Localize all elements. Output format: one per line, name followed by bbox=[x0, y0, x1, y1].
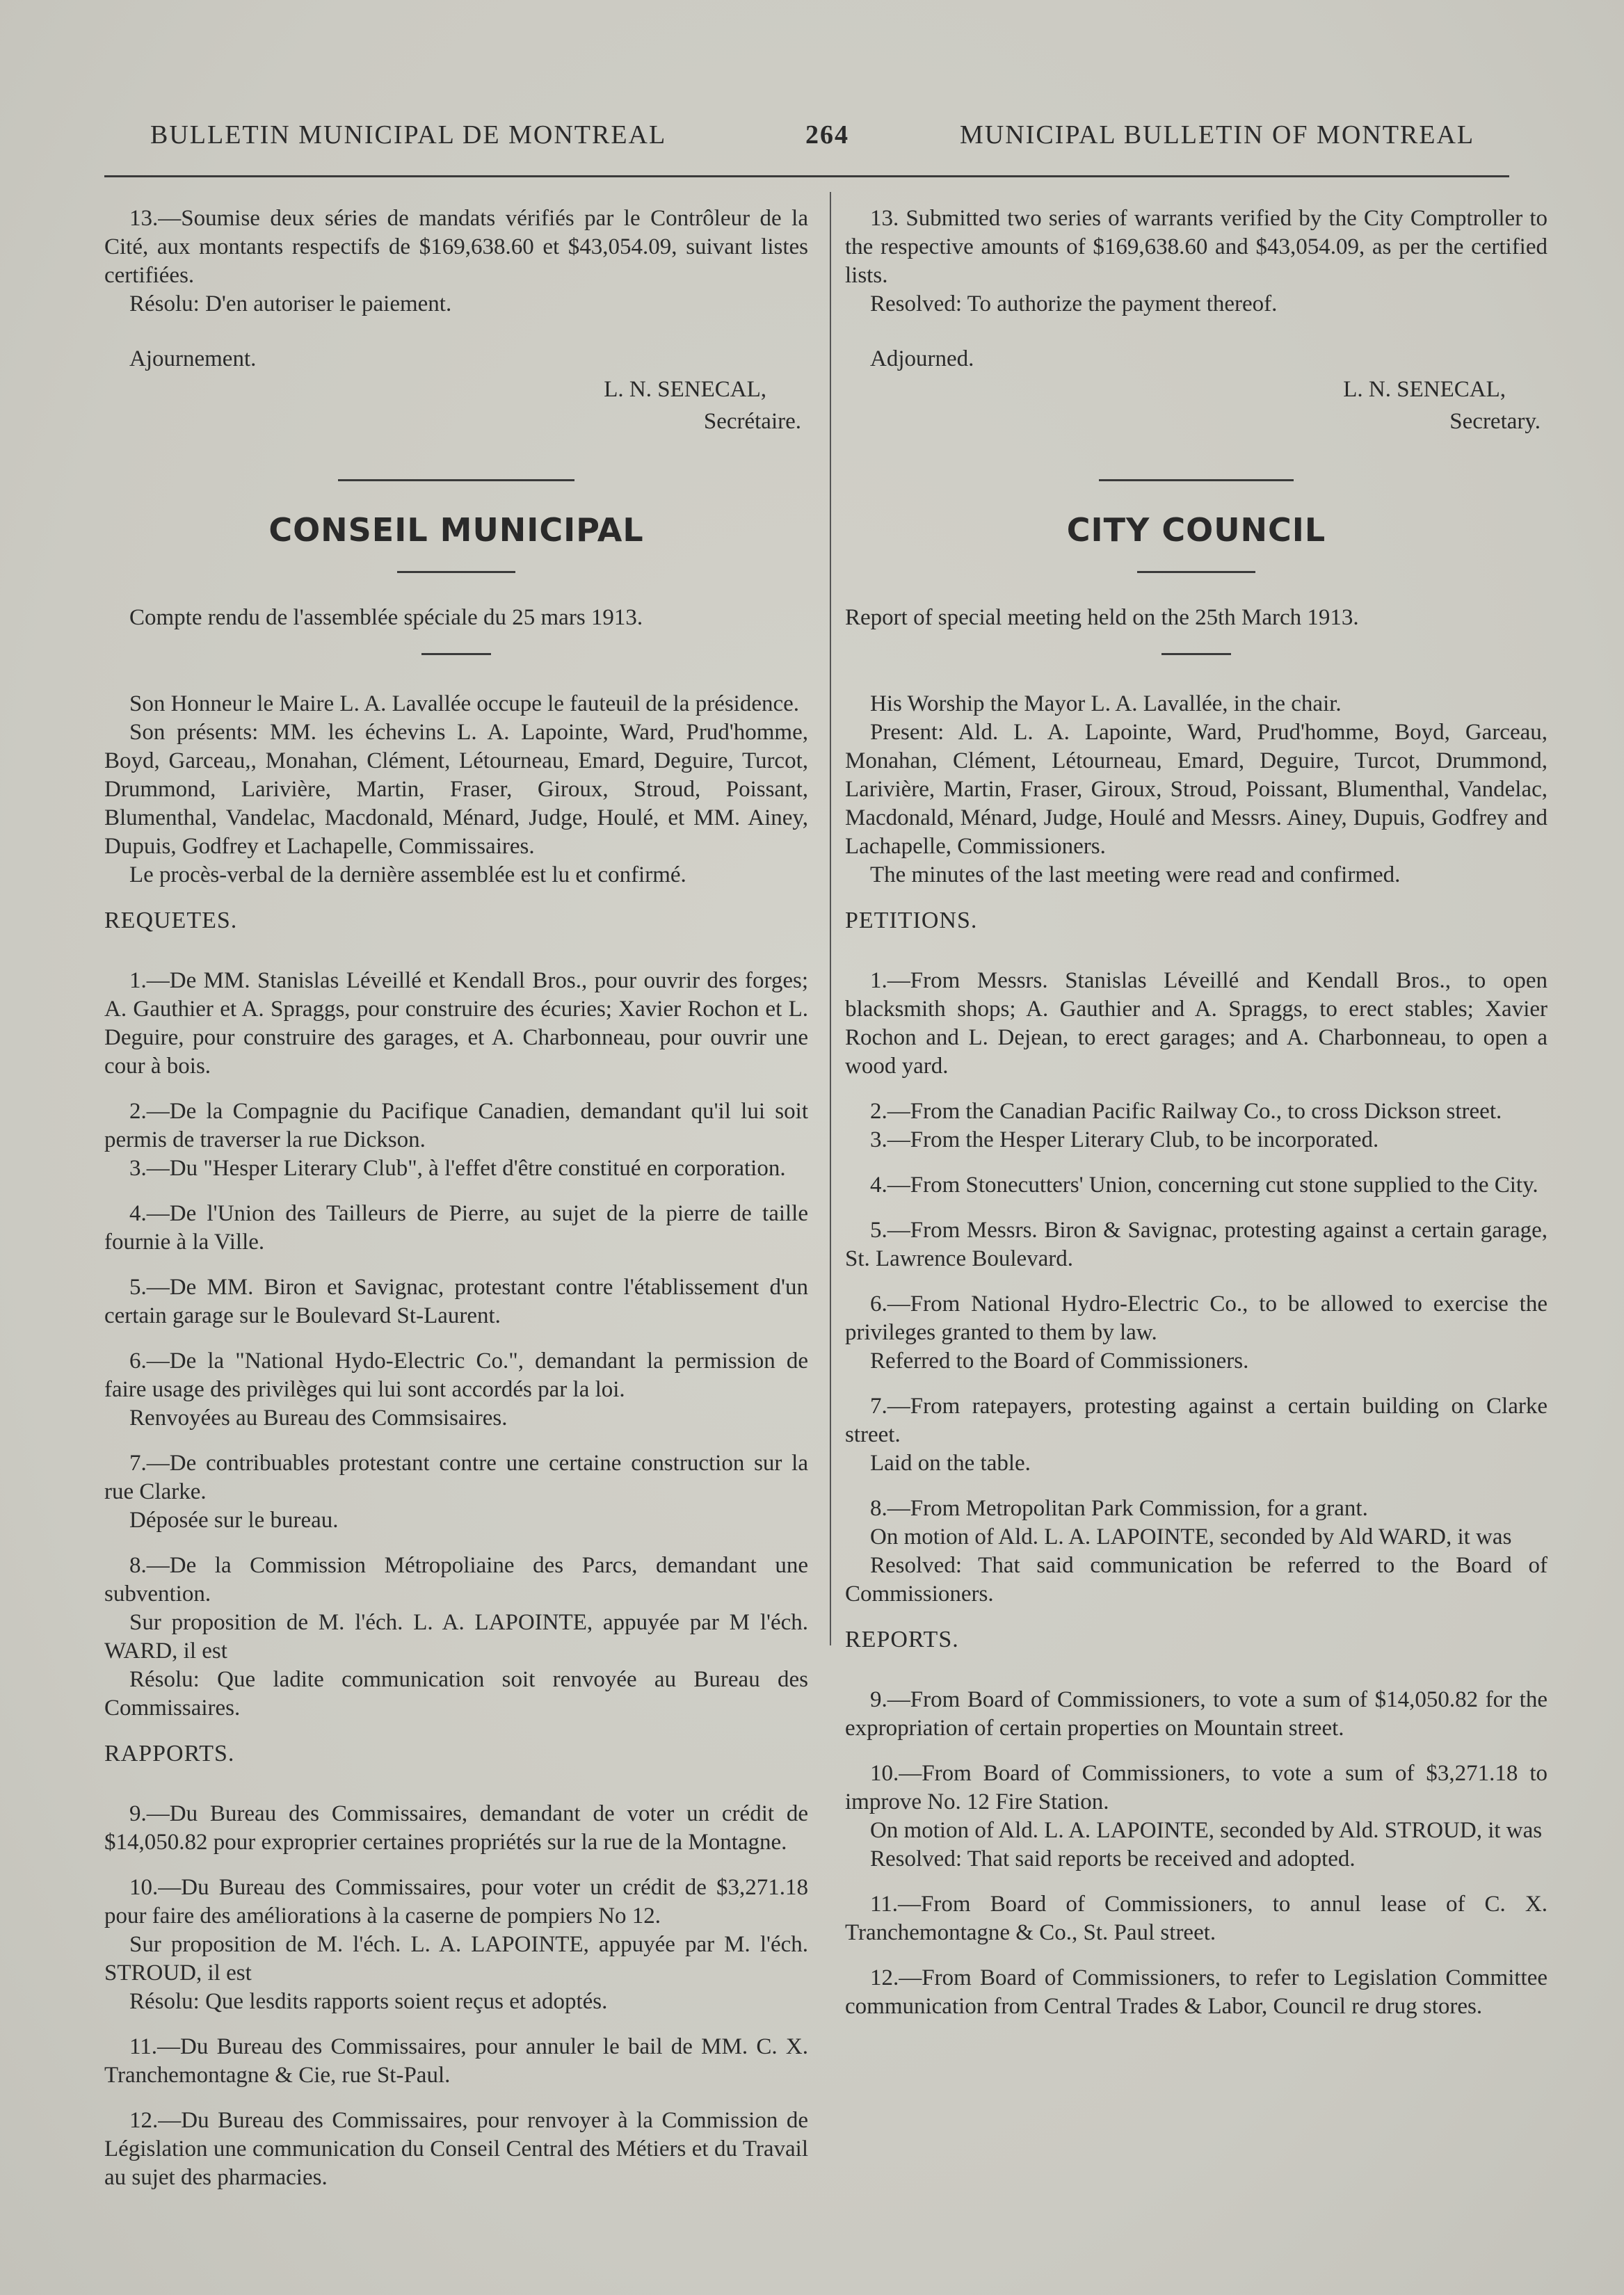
title-rule bbox=[397, 571, 515, 573]
petition-8-motion: Sur proposition de M. l'éch. L. A. LAPOINTE, appuyée par M l'éch. WARD, il est bbox=[104, 1610, 808, 1664]
petition-8-motion: On motion of Ald. L. A. LAPOINTE, seconded by Ald WARD, it was bbox=[870, 1524, 1512, 1549]
report-10-resolved: Resolved: That said reports be received and adopted. bbox=[870, 1846, 1356, 1871]
report-10-motion: Sur proposition de M. l'éch. L. A. LAPOINTE, appuyée par M. l'éch. STROUD, il est bbox=[104, 1932, 808, 1986]
petitions-heading: REQUETES. bbox=[104, 908, 238, 933]
meeting-report: Compte rendu de l'assemblée spéciale du 25 mars 1913. bbox=[129, 605, 643, 630]
petition-3: 3.—Du "Hesper Literary Club", à l'effet d'être constitué en corporation. bbox=[129, 1156, 786, 1181]
report-10-resolved: Résolu: Que lesdits rapports soient reçus et adoptés. bbox=[129, 1989, 608, 2014]
petition-8-resolved: Résolu: Que ladite communication soit renvoyée au Bureau des Commissaires. bbox=[104, 1667, 808, 1721]
report-9: 9.—From Board of Commissioners, to vote a sum of $14,050.82 for the expropriation of certain properties on Mountain street. bbox=[845, 1687, 1547, 1741]
header-rule bbox=[104, 175, 1509, 177]
petition-7-tabled: Laid on the table. bbox=[870, 1451, 1031, 1476]
petition-7-tabled: Déposée sur le bureau. bbox=[129, 1508, 339, 1533]
present-list: Son présents: MM. les échevins L. A. Lapointe, Ward, Prud'homme, Boyd, Garceau,, Monahan, Clément, Létourneau, Emard, Deguire, Turcot, Drummond, Larivière, Martin, Fraser, Giroux, Stroud, Poissant, Blumenthal, Vandelac, Macdonald, Ménard, Judge, Houlé, et MM. Ainey, Dupuis, Godfrey et Lachapelle, Commissaires. bbox=[104, 720, 808, 859]
report-9: 9.—Du Bureau des Commissaires, demandant de voter un crédit de $14,050.82 pour exproprier certaines propriétés sur la rue de la Montagne. bbox=[104, 1801, 808, 1855]
petition-8: 8.—From Metropolitan Park Commission, for a grant. bbox=[870, 1496, 1368, 1521]
title-rule bbox=[1137, 571, 1255, 573]
section-rule bbox=[338, 479, 574, 481]
report-10-motion: On motion of Ald. L. A. LAPOINTE, seconded by Ald. STROUD, it was bbox=[870, 1818, 1543, 1843]
petition-6-referred: Referred to the Board of Commissioners. bbox=[870, 1348, 1249, 1374]
petition-3: 3.—From the Hesper Literary Club, to be incorporated. bbox=[870, 1127, 1379, 1152]
petition-5: 5.—De MM. Biron et Savignac, protestant contre l'établissement d'un certain garage sur le Boulevard St-Laurent. bbox=[104, 1275, 808, 1328]
french-column bbox=[104, 204, 808, 2192]
petition-6: 6.—From National Hydro-Electric Co., to be allowed to exercise the privileges granted to them by law. bbox=[845, 1291, 1547, 1345]
signature bbox=[845, 373, 1547, 437]
petition-7: 7.—From ratepayers, protesting against a certain building on Clarke street. bbox=[845, 1394, 1547, 1447]
adjourned: Ajournement. bbox=[129, 346, 257, 371]
section-rule bbox=[1099, 479, 1294, 481]
short-rule bbox=[421, 653, 491, 655]
petition-6-referred: Renvoyées au Bureau des Commsisaires. bbox=[129, 1406, 508, 1431]
short-rule bbox=[1161, 653, 1231, 655]
signature-name: L. N. SENECAL, bbox=[1343, 377, 1506, 402]
council-title: CONSEIL MUNICIPAL bbox=[268, 511, 644, 549]
reports-heading: REPORTS. bbox=[845, 1627, 959, 1652]
item-13: 13.—Soumise deux séries de mandats vérifiés par le Contrôleur de la Cité, aux montants respectifs de $169,638.60 et $43,054.09, suivant listes certifiées. bbox=[104, 206, 808, 288]
report-11: 11.—Du Bureau des Commissaires, pour annuler le bail de MM. C. X. Tranchemontagne & Cie, rue St-Paul. bbox=[104, 2034, 808, 2088]
petition-8-resolved: Resolved: That said communication be referred to the Board of Commissioners. bbox=[845, 1553, 1547, 1606]
running-head-english: MUNICIPAL BULLETIN OF MONTREAL bbox=[960, 120, 1475, 150]
adjourned: Adjourned. bbox=[870, 346, 974, 371]
signature-title: Secrétaire. bbox=[703, 409, 801, 434]
council-title: CITY COUNCIL bbox=[1066, 511, 1326, 549]
minutes: The minutes of the last meeting were read and confirmed. bbox=[870, 862, 1401, 887]
signature-title: Secretary. bbox=[1449, 409, 1541, 434]
minutes: Le procès-verbal de la dernière assemblée est lu et confirmé. bbox=[129, 862, 686, 887]
petition-2: 2.—From the Canadian Pacific Railway Co., to cross Dickson street. bbox=[870, 1099, 1502, 1124]
report-12: 12.—Du Bureau des Commissaires, pour renvoyer à la Commission de Législation une communication du Conseil Central des Métiers et du Travail au sujet des pharmacies. bbox=[104, 2108, 808, 2190]
item-13: 13. Submitted two series of warrants verified by the City Comptroller to the respective amounts of $169,638.60 and $43,054.09, as per the certified lists. bbox=[845, 206, 1547, 288]
report-11: 11.—From Board of Commissioners, to annul lease of C. X. Tranchemontagne & Co., St. Paul street. bbox=[845, 1892, 1547, 1945]
report-10: 10.—From Board of Commissioners, to vote a sum of $3,271.18 to improve No. 12 Fire Station. bbox=[845, 1761, 1547, 1814]
meeting-report: Report of special meeting held on the 25th March 1913. bbox=[845, 605, 1359, 630]
petition-7: 7.—De contribuables protestant contre une certaine construction sur la rue Clarke. bbox=[104, 1451, 808, 1504]
present-list: Present: Ald. L. A. Lapointe, Ward, Prud'homme, Boyd, Garceau, Monahan, Clément, Létourneau, Emard, Deguire, Turcot, Drummond, Larivière, Martin, Fraser, Giroux, Stroud, Poissant, Blumenthal, Vandelac, Macdonald, Ménard, Judge, Houlé and Messrs. Ainey, Dupuis, Godfrey and Lachapelle, Commissioners. bbox=[845, 720, 1547, 859]
report-12: 12.—From Board of Commissioners, to refer to Legislation Committee communication from Central Trades & Labor, Council re drug stores. bbox=[845, 1965, 1547, 2019]
reports-heading: RAPPORTS. bbox=[104, 1741, 235, 1766]
chair: Son Honneur le Maire L. A. Lavallée occupe le fauteuil de la présidence. bbox=[129, 691, 800, 716]
column-divider bbox=[830, 192, 831, 1645]
item-13-resolved: Résolu: D'en autoriser le paiement. bbox=[129, 291, 452, 316]
petition-2: 2.—De la Compagnie du Pacifique Canadien, demandant qu'il lui soit permis de traverser la rue Dickson. bbox=[104, 1099, 808, 1152]
running-head-french: BULLETIN MUNICIPAL DE MONTREAL bbox=[150, 120, 667, 150]
chair: His Worship the Mayor L. A. Lavallée, in the chair. bbox=[870, 691, 1342, 716]
petition-4: 4.—From Stonecutters' Union, concerning cut stone supplied to the City. bbox=[870, 1173, 1538, 1198]
petition-1: 1.—De MM. Stanislas Léveillé et Kendall Bros., pour ouvrir des forges; A. Gauthier et A. Spraggs, pour construire des écuries; Xavier Rochon et L. Deguire, pour construire des garages, et A. Charbonneau, pour ouvrir une cour à bois. bbox=[104, 968, 808, 1079]
petition-4: 4.—De l'Union des Tailleurs de Pierre, au sujet de la pierre de taille fournie à la Ville. bbox=[104, 1201, 808, 1255]
petition-5: 5.—From Messrs. Biron & Savignac, protesting against a certain garage, St. Lawrence Boulevard. bbox=[845, 1218, 1547, 1271]
item-13-resolved: Resolved: To authorize the payment thereof. bbox=[870, 291, 1278, 316]
petition-1: 1.—From Messrs. Stanislas Léveillé and Kendall Bros., to open blacksmith shops; A. Gauthier and A. Spraggs, to erect stables; Xavier Rochon and L. Dejean, to erect garages; and A. Charbonneau, to open a wood yard. bbox=[845, 968, 1547, 1079]
page-number: 264 bbox=[805, 120, 849, 150]
petitions-heading: PETITIONS. bbox=[845, 908, 978, 933]
petition-8: 8.—De la Commission Métropoliaine des Parcs, demandant une subvention. bbox=[104, 1553, 808, 1606]
english-column bbox=[845, 204, 1547, 2021]
signature-name: L. N. SENECAL, bbox=[604, 377, 766, 402]
petition-6: 6.—De la "National Hydo-Electric Co.", demandant la permission de faire usage des privilèges qui lui sont accordés par la loi. bbox=[104, 1348, 808, 1402]
signature bbox=[104, 373, 808, 437]
report-10: 10.—Du Bureau des Commissaires, pour voter un crédit de $3,271.18 pour faire des améliorations à la caserne de pompiers No 12. bbox=[104, 1875, 808, 1928]
